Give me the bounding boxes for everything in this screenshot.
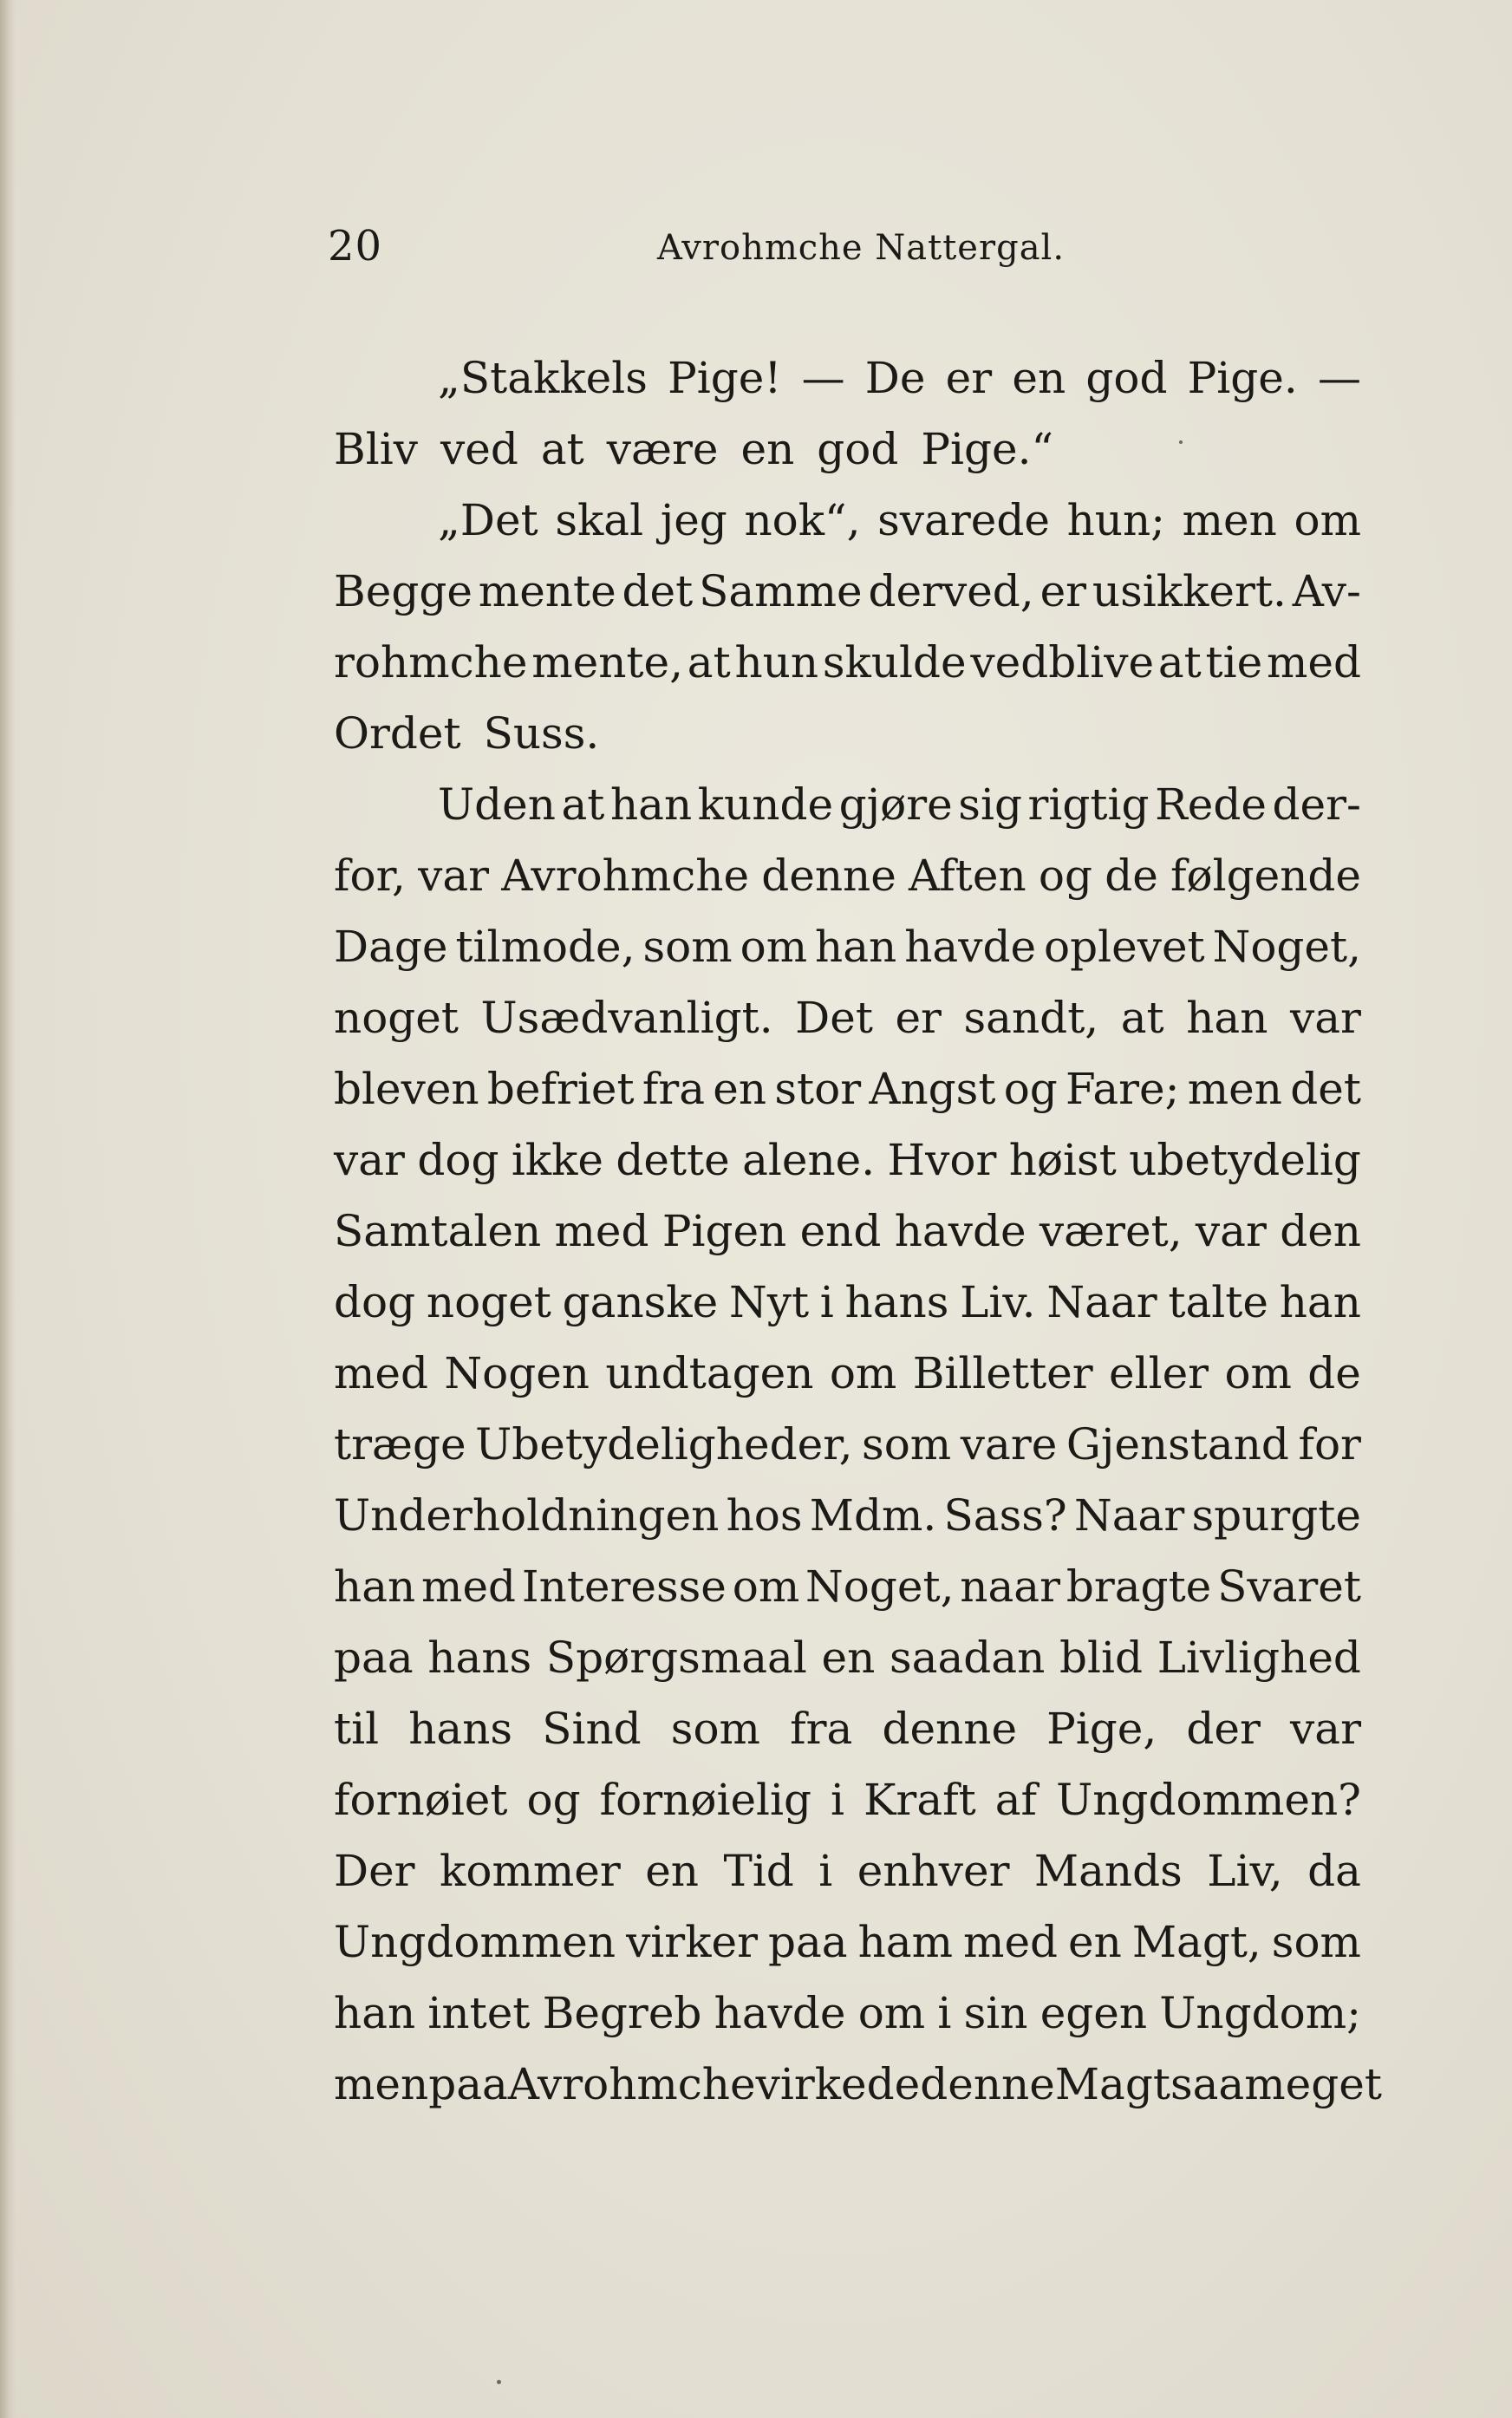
word: var xyxy=(1195,1206,1267,1256)
word: var xyxy=(1290,1704,1361,1754)
text-line xyxy=(334,911,1361,982)
text-line xyxy=(334,2049,1382,2120)
word: om xyxy=(1294,495,1361,545)
word: saadan xyxy=(890,1633,1046,1683)
word: skal xyxy=(555,495,644,545)
word: ham xyxy=(857,1917,954,1967)
word: der- xyxy=(1272,779,1361,830)
word: denne xyxy=(920,2059,1055,2109)
word: men xyxy=(334,2059,429,2109)
word: er xyxy=(945,353,993,403)
word: Noget, xyxy=(1212,922,1361,972)
word: Sind xyxy=(542,1704,642,1754)
word: med xyxy=(334,1348,429,1398)
word: han xyxy=(334,1988,416,2038)
word: Noget, xyxy=(805,1561,955,1612)
word: spurgte xyxy=(1191,1490,1361,1541)
word: for xyxy=(1298,1419,1361,1470)
paper-speck xyxy=(1179,440,1183,444)
word: dog xyxy=(417,1135,499,1185)
word: er xyxy=(1040,566,1087,616)
word: Aften xyxy=(909,851,1026,901)
text-line xyxy=(334,1124,1361,1196)
word: Ungdommen? xyxy=(1056,1775,1361,1825)
text-line xyxy=(334,556,1361,627)
word: Naar xyxy=(1073,1490,1185,1541)
word: fra xyxy=(790,1704,853,1754)
word: paa xyxy=(767,1917,848,1967)
word: Magt, xyxy=(1131,1917,1261,1967)
text-line xyxy=(334,982,1361,1053)
word: Mands xyxy=(1033,1846,1183,1896)
word: fra xyxy=(642,1064,706,1114)
word: de xyxy=(1307,1348,1361,1398)
word: Avrohmche xyxy=(507,2059,756,2109)
word: med xyxy=(421,1561,517,1612)
word: Underholdningen xyxy=(334,1490,720,1541)
word: da xyxy=(1307,1846,1361,1896)
word: havde xyxy=(714,1988,846,2038)
word: i xyxy=(818,1846,833,1896)
word: havde xyxy=(894,1206,1026,1256)
word: noget xyxy=(334,993,459,1043)
word: Liv, xyxy=(1207,1846,1283,1896)
word: denne xyxy=(882,1704,1018,1754)
word: men xyxy=(1182,495,1277,545)
word: at xyxy=(1157,637,1202,688)
word: Naar xyxy=(1046,1277,1157,1327)
word: gjøre xyxy=(838,779,953,830)
word: Gjenstand xyxy=(1066,1419,1289,1470)
word: egen xyxy=(1040,1988,1148,2038)
text-line xyxy=(334,627,1361,698)
word: bleven xyxy=(334,1064,479,1114)
word: — xyxy=(1317,353,1361,403)
word: Samme xyxy=(699,566,863,616)
word: en xyxy=(1068,1917,1122,1967)
word: enhver xyxy=(857,1846,1010,1896)
text-line xyxy=(334,1267,1361,1338)
word: sandt, xyxy=(963,993,1099,1043)
word: Tid xyxy=(723,1846,794,1896)
text-line xyxy=(334,1906,1361,1978)
word: om xyxy=(1224,1348,1292,1398)
running-head xyxy=(328,217,1368,277)
word: hans xyxy=(844,1277,949,1327)
text-line xyxy=(334,342,1361,414)
word: paa xyxy=(428,2059,508,2109)
text-line xyxy=(334,1835,1361,1906)
word: „Det xyxy=(438,495,538,545)
word: god xyxy=(817,424,899,474)
word: en xyxy=(713,1064,767,1114)
word: oplevet xyxy=(1044,922,1205,972)
word: være xyxy=(606,424,719,474)
page-spine-shadow xyxy=(0,0,16,2418)
word: en xyxy=(645,1846,700,1896)
word: tie xyxy=(1205,637,1263,688)
word: Av- xyxy=(1292,566,1361,616)
word: end xyxy=(799,1206,882,1256)
word: Mdm. xyxy=(809,1490,937,1541)
word: vedblive xyxy=(970,637,1155,688)
word: med xyxy=(554,1206,649,1256)
text-line xyxy=(334,1196,1361,1267)
word: i xyxy=(831,1775,845,1825)
word: om xyxy=(857,1988,926,2038)
word: hun xyxy=(734,637,819,688)
word: hun; xyxy=(1066,495,1166,545)
text-line xyxy=(334,485,1361,556)
word: at xyxy=(687,637,731,688)
word: befriet xyxy=(486,1064,635,1114)
word: Interesse xyxy=(521,1561,727,1612)
word: Ubetydeligheder, xyxy=(475,1419,853,1470)
word: en xyxy=(1012,353,1066,403)
body-text xyxy=(334,342,1382,2120)
word: Liv. xyxy=(960,1277,1036,1327)
word: at xyxy=(1120,993,1164,1043)
word: at xyxy=(540,424,584,474)
word: ikke xyxy=(511,1135,603,1185)
word: rohmche xyxy=(334,637,528,688)
word: havde xyxy=(904,922,1037,972)
word: Rede xyxy=(1155,779,1267,830)
word: af xyxy=(994,1775,1038,1825)
word: og xyxy=(1038,851,1092,901)
word: fornøiet xyxy=(334,1775,508,1825)
word: usikkert. xyxy=(1092,566,1287,616)
word: mente, xyxy=(531,637,683,688)
word: derved, xyxy=(868,566,1034,616)
text-line xyxy=(334,698,1361,769)
word: denne xyxy=(761,851,896,901)
text-line xyxy=(334,769,1361,840)
word: men xyxy=(1187,1064,1282,1114)
word: mente xyxy=(478,566,616,616)
word: nok“, xyxy=(744,495,861,545)
word: Nyt xyxy=(728,1277,810,1327)
word: Det xyxy=(795,993,873,1043)
word: følgende xyxy=(1170,851,1361,901)
word: Dage xyxy=(334,922,448,972)
word: ubetydelig xyxy=(1129,1135,1361,1185)
word: Bliv xyxy=(334,424,418,474)
word: træge xyxy=(334,1419,466,1470)
word: Avrohmche xyxy=(501,851,750,901)
word: Pige, xyxy=(1046,1704,1157,1754)
text-line xyxy=(334,1409,1361,1480)
word: sin xyxy=(963,1988,1028,2038)
word: De xyxy=(864,353,926,403)
text-line xyxy=(334,1551,1361,1622)
word: Ungdom; xyxy=(1159,1988,1361,2038)
word: Pige.“ xyxy=(921,424,1054,474)
word: god xyxy=(1085,353,1168,403)
word: skulde xyxy=(822,637,967,688)
word: været, xyxy=(1039,1206,1183,1256)
word: var xyxy=(1289,993,1361,1043)
word: han xyxy=(334,1561,416,1612)
word: tilmode, xyxy=(455,922,635,972)
word: Ordet xyxy=(334,708,461,759)
word: som xyxy=(642,922,733,972)
word: hans xyxy=(408,1704,513,1754)
word: Begge xyxy=(334,566,472,616)
word: i xyxy=(937,1988,952,2038)
word: der xyxy=(1186,1704,1261,1754)
word: Sass? xyxy=(943,1490,1067,1541)
text-line xyxy=(334,414,1361,485)
word: var xyxy=(418,851,490,901)
word: Spørgsmaal xyxy=(545,1633,807,1683)
word: hos xyxy=(726,1490,803,1541)
word: Usædvanligt. xyxy=(480,993,773,1043)
word: Der xyxy=(334,1846,415,1896)
word: i xyxy=(819,1277,834,1327)
text-line xyxy=(334,1480,1361,1551)
word: Pige. xyxy=(1187,353,1298,403)
word: det xyxy=(1290,1064,1361,1114)
word: — xyxy=(801,353,845,403)
word: Samtalen xyxy=(334,1206,542,1256)
word: Svaret xyxy=(1217,1561,1361,1612)
word: alene. xyxy=(742,1135,876,1185)
word: Hvor xyxy=(887,1135,997,1185)
word: meget xyxy=(1244,2059,1382,2109)
word: Magt xyxy=(1054,2059,1170,2109)
word: Livlighed xyxy=(1157,1633,1361,1683)
word: han xyxy=(1279,1277,1361,1327)
word: Uden xyxy=(438,779,556,830)
word: en xyxy=(821,1633,876,1683)
page-number: 20 xyxy=(328,222,383,270)
word: er xyxy=(895,993,942,1043)
word: om xyxy=(732,1561,800,1612)
word: eller xyxy=(1109,1348,1209,1398)
word: Fare; xyxy=(1066,1064,1180,1114)
text-line xyxy=(334,840,1361,911)
word: som xyxy=(862,1419,952,1470)
word: en xyxy=(740,424,795,474)
word: Suss. xyxy=(483,708,600,759)
word: Angst xyxy=(869,1064,996,1114)
text-line xyxy=(334,1978,1361,2049)
word: kommer xyxy=(440,1846,621,1896)
word: Nogen xyxy=(444,1348,590,1398)
word: ganske xyxy=(562,1277,719,1327)
word: jeg xyxy=(660,495,727,545)
word: med xyxy=(1266,637,1361,688)
word: vare xyxy=(960,1419,1058,1470)
word: Pigen xyxy=(662,1206,787,1256)
word: til xyxy=(334,1704,380,1754)
word: de xyxy=(1105,851,1158,901)
word: hans xyxy=(427,1633,532,1683)
word: rigtig xyxy=(1027,779,1150,830)
word: bragte xyxy=(1066,1561,1212,1612)
word: dette xyxy=(616,1135,730,1185)
word: som xyxy=(670,1704,760,1754)
text-line xyxy=(334,1764,1361,1835)
word: paa xyxy=(334,1633,414,1683)
word: høist xyxy=(1008,1135,1117,1185)
word: sig xyxy=(958,779,1022,830)
word: og xyxy=(526,1775,581,1825)
word: blid xyxy=(1059,1633,1143,1683)
word: intet xyxy=(427,1988,531,2038)
word: Pige! xyxy=(668,353,782,403)
word: undtagen xyxy=(605,1348,814,1398)
word: for, xyxy=(334,851,406,901)
word: han xyxy=(815,922,897,972)
text-line xyxy=(334,1622,1361,1693)
word: med xyxy=(963,1917,1059,1967)
word: kunde xyxy=(697,779,834,830)
word: naar xyxy=(960,1561,1061,1612)
word: saa xyxy=(1170,2059,1245,2109)
word: det xyxy=(622,566,694,616)
word: som xyxy=(1271,1917,1361,1967)
word: Kraft xyxy=(864,1775,976,1825)
text-line xyxy=(334,1693,1361,1764)
word: var xyxy=(334,1135,405,1185)
running-title: Avrohmche Nattergal. xyxy=(657,228,1066,268)
word: Begreb xyxy=(542,1988,702,2038)
text-line xyxy=(334,1338,1361,1409)
word: virker xyxy=(626,1917,758,1967)
word: noget xyxy=(426,1277,551,1327)
word: han xyxy=(1186,993,1268,1043)
word: Billetter xyxy=(912,1348,1093,1398)
word: at xyxy=(561,779,605,830)
word: Ungdommen xyxy=(334,1917,616,1967)
word: virkede xyxy=(755,2059,921,2109)
word: svarede xyxy=(877,495,1050,545)
word: „Stakkels xyxy=(438,353,648,403)
word: stor xyxy=(774,1064,862,1114)
text-line xyxy=(334,1053,1361,1124)
word: om xyxy=(829,1348,897,1398)
word: ved xyxy=(440,424,518,474)
word: og xyxy=(1003,1064,1058,1114)
paper-speck xyxy=(497,2380,501,2384)
word: han xyxy=(609,779,693,830)
word: fornøielig xyxy=(599,1775,812,1825)
word: den xyxy=(1280,1206,1361,1256)
word: talte xyxy=(1168,1277,1268,1327)
word: om xyxy=(740,922,808,972)
word: dog xyxy=(334,1277,416,1327)
